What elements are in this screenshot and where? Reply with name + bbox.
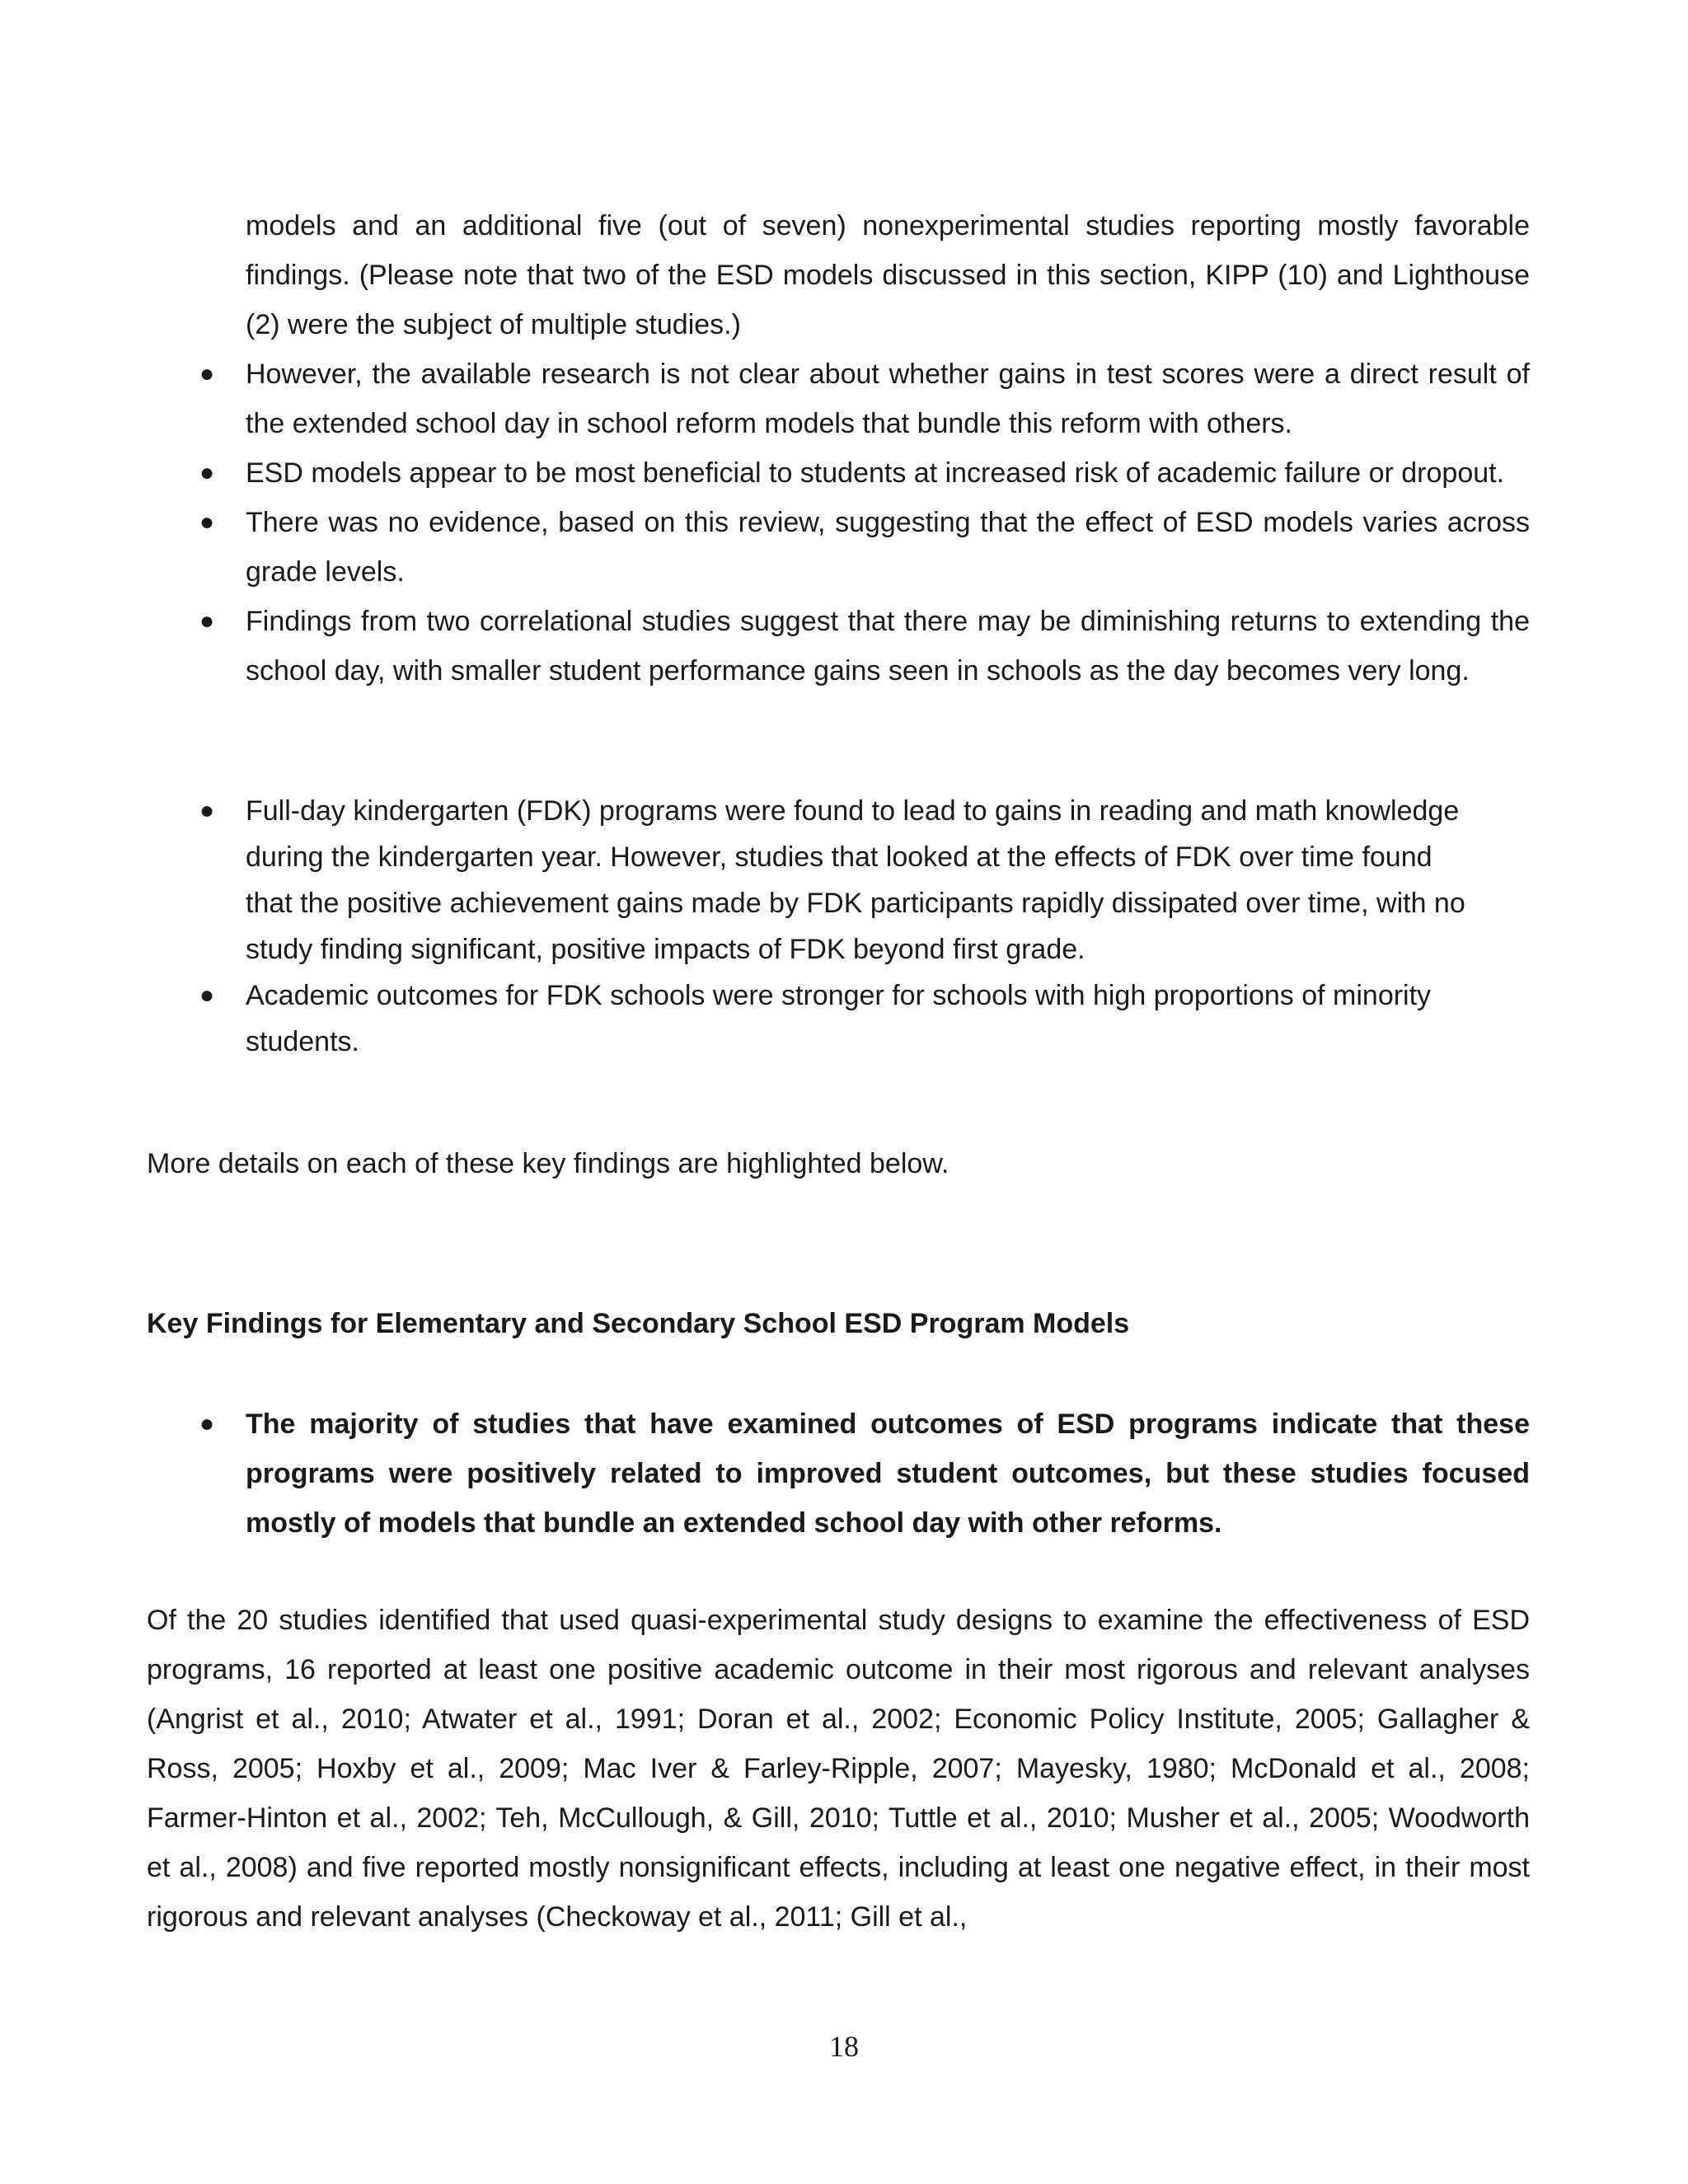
continuation-text: models and an additional five (out of seven) nonexperimental studies reporting mostly favorable findings. (Please note that two of the ESD models discussed in this section, KIPP (10) and Lighthouse (2) were the subject of multiple studies.) — [246, 210, 1530, 340]
bullet-text: There was no evidence, based on this review, suggesting that the effect of ESD models varies across grade levels. — [246, 507, 1530, 588]
bullet-icon: ● — [199, 509, 215, 536]
body-paragraph: Of the 20 studies identified that used quasi-experimental study designs to examine the effectiveness of ESD programs, 16 reported at least one positive academic outcome in their most rigorous and relevant analyses (Angrist et al., 2010; Atwater et al., 1991; Doran et al., 2002; Economic Policy Institute, 2005; Gallagher & Ross, 2005; Hoxby et al., 2009; Mac Iver & Farley-Ripple, 2007; Mayesky, 1980; McDonald et al., 2008; Farmer-Hinton et al., 2002; Teh, McCullough, & Gill, 2010; Tuttle et al., 2010; Musher et al., 2005; Woodworth et al., 2008) and five reported mostly nonsignificant effects, including at least one negative effect, in their most rigorous and relevant analyses (Checkoway et al., 2011; Gill et al., — [147, 1605, 1530, 1933]
bullet-text: However, the available research is not clear about whether gains in test scores were a direct result of the extended school day in school reform models that bundle this reform with others. — [246, 359, 1530, 439]
list-item — [147, 788, 1482, 972]
page-number: 18 — [829, 2030, 859, 2063]
bullet-icon: ● — [199, 982, 215, 1009]
more-details-text: More details on each of these key findings are highlighted below. — [147, 1148, 950, 1179]
bullet-icon: ● — [199, 607, 215, 635]
list-item — [147, 448, 1530, 498]
list-item — [147, 972, 1482, 1065]
bullet-text: The majority of studies that have examined outcomes of ESD programs indicate that these programs were positively related to improved student outcomes, but these studies focused mostly of models that bundle an extended school day with other reforms. — [246, 1408, 1530, 1539]
key-finding-bullet-list — [147, 1399, 1530, 1548]
bullet-icon: ● — [199, 797, 215, 824]
section-heading: Key Findings for Elementary and Secondary School ESD Program Models — [147, 1308, 1130, 1339]
bullet-text: Academic outcomes for FDK schools were stronger for schools with high proportions of minority students. — [246, 980, 1432, 1057]
bullet-icon: ● — [199, 1410, 215, 1437]
list-item — [147, 349, 1530, 448]
list-item — [147, 1399, 1530, 1548]
list-item — [147, 498, 1530, 597]
bullet-icon: ● — [199, 459, 215, 486]
bullet-text: Full-day kindergarten (FDK) programs were found to lead to gains in reading and math knowledge during the kindergarten year. However, studies that looked at the effects of FDK over time found that the positive achievement gains made by FDK participants rapidly dissipated over time, with no study finding significant, positive impacts of FDK beyond first grade. — [246, 795, 1465, 965]
bullet-text: Findings from two correlational studies suggest that there may be diminishing returns to extending the school day, with smaller student performance gains seen in schools as the day becomes very long. — [246, 606, 1530, 687]
bullet-text: ESD models appear to be most beneficial to students at increased risk of academic failure or dropout. — [246, 457, 1505, 489]
fdk-bullet-list — [147, 788, 1482, 1065]
summary-bullet-list — [147, 349, 1530, 696]
bullet-icon: ● — [199, 360, 215, 387]
list-item — [147, 597, 1530, 696]
